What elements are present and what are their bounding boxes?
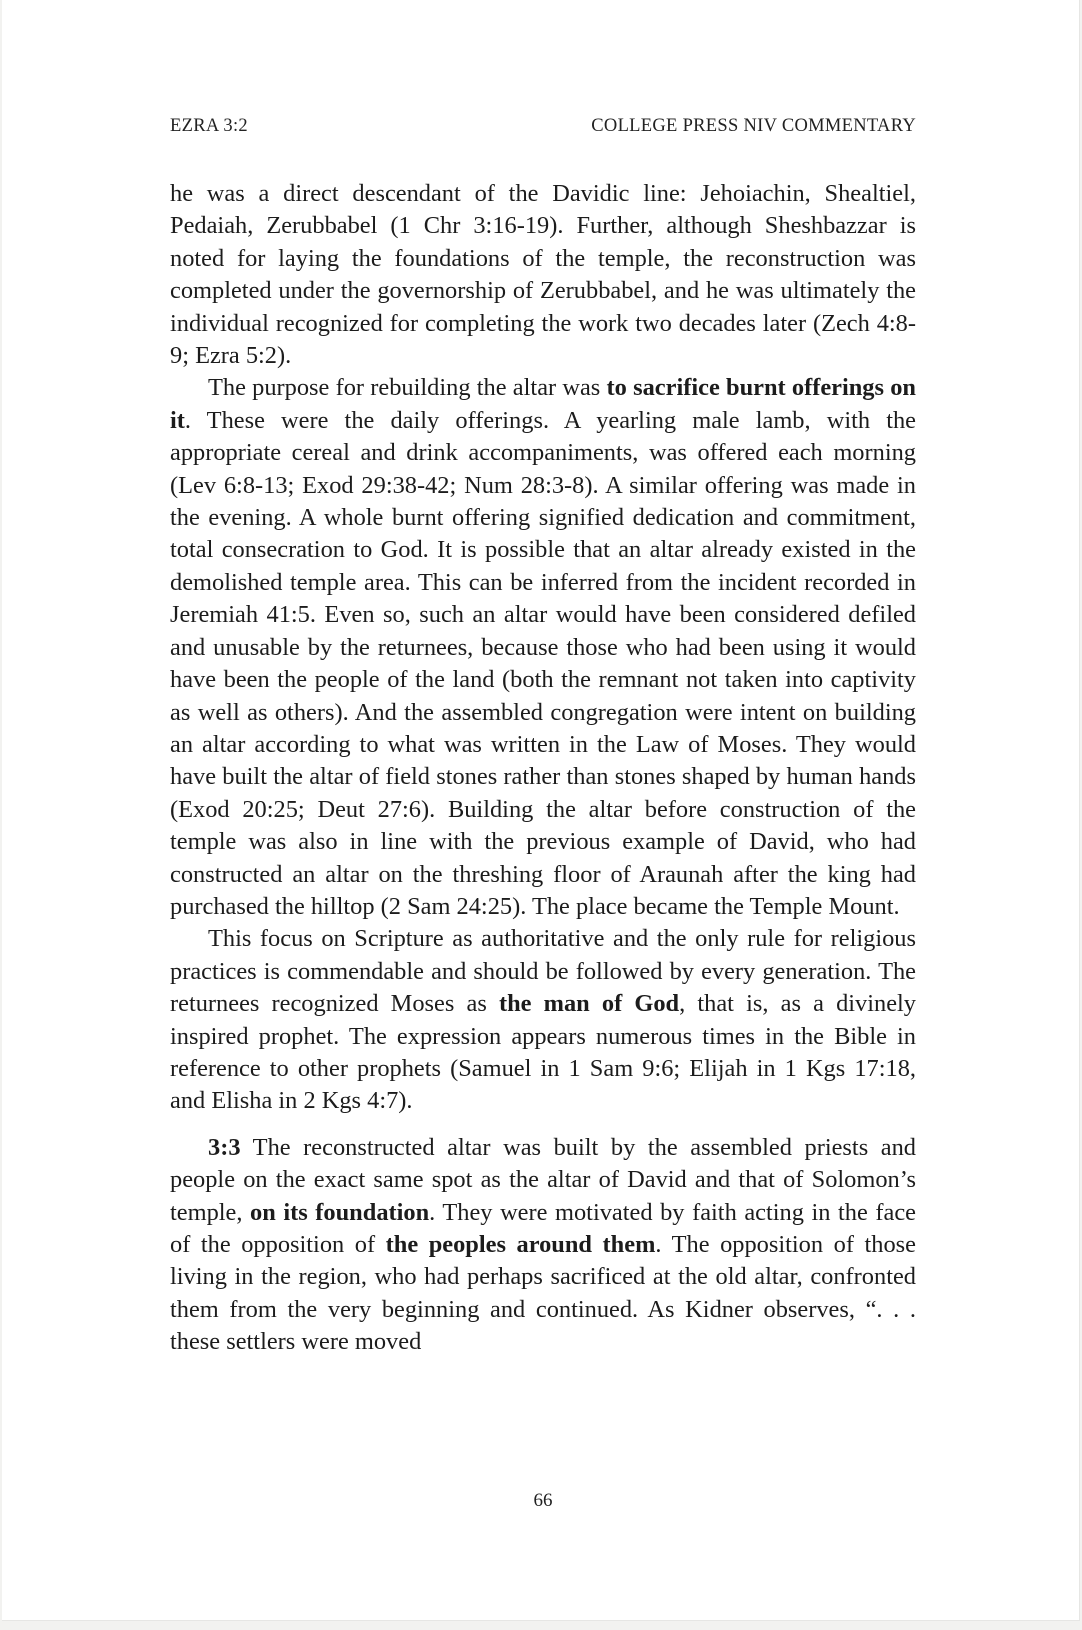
running-head-right: COLLEGE PRESS NIV COMMENTARY [591,116,916,136]
text-run: The purpose for rebuilding the altar was [208,374,607,402]
bold-phrase: the peoples around them [385,1231,656,1258]
text-run: . They were motivated by faith acting in the face of the opposition of [170,1198,916,1258]
running-head [170,116,916,137]
bold-phrase: the man of God [499,990,680,1018]
running-head-left: EZRA 3:2 [170,116,248,136]
text-run: he was a direct descendant of the Davidic line: Jehoiachin, Shealtiel, Pedaiah, Zerubbabel (1 Chr 3:16-19). Further, although Sheshbazzar is noted for laying the foundations of the temple, the reconstruction was completed under the governorship of Zerubbabel, and he was ultimately the individual recognized for completing the work two decades later (Zech 4:8-9; Ezra 5:2). [170,180,916,370]
paragraph [170,178,916,372]
text-run: . These were the daily offerings. A yearling male lamb, with the appropriate cereal and drink accompaniments, was offered each morning (Lev 6:8-13; Exod 29:38-42; Num 28:3-8). A similar offering was made in the evening. A whole burnt offering signified dedication and commitment, total consecration to God. It is possible that an altar already existed in the demolished temple area. This can be inferred from the incident recorded in Jeremiah 41:5. Even so, such an altar would have been considered defiled and unusable by the returnees, because those who had been using it would have been the people of the land (both the remnant not taken into captivity as well as others). And the assembled congregation were intent on building an altar according to what was written in the Law of Moses. They would have built the altar of field stones rather than stones shaped by human hands (Exod 20:25; Deut 27:6). Building the altar before construction of the temple was also in line with the previous example of David, who had constructed an altar on the threshing floor of Araunah after the king had purchased the hilltop (2 Sam 24:25). The place became the Temple Mount. [170,406,916,920]
bold-phrase: to sacrifice burnt offerings on it [170,374,916,434]
text-run: This focus on Scripture as authoritative and the only rule for religious practices is commendable and should be followed by every generation. The returnees recognized Moses as [170,925,916,1018]
body-text [170,178,916,1359]
paragraph [170,372,916,923]
bold-phrase: on its foundation [250,1198,430,1226]
bold-phrase: 3:3 [208,1133,241,1161]
text-run: The reconstructed altar was built by the assembled priests and people on the exact same spot as the altar of David and that of Solomon’s temple, [170,1133,916,1226]
text-run: . The opposition of those living in the region, who had perhaps sacrificed at the old altar, confronted them from the very beginning and continued. As Kidner observes, “. . . these settlers were moved [170,1231,916,1356]
paragraph [170,923,916,1117]
book-page [2,0,1080,1621]
page-number: 66 [533,1490,553,1511]
text-run: , that is, as a divinely inspired prophet. The expression appears numerous times in the Bible in reference to other prophets (Samuel in 1 Sam 9:6; Elijah in 1 Kgs 17:18, and Elisha in 2 Kgs 4:7). [170,990,917,1115]
paragraph [170,1132,916,1359]
